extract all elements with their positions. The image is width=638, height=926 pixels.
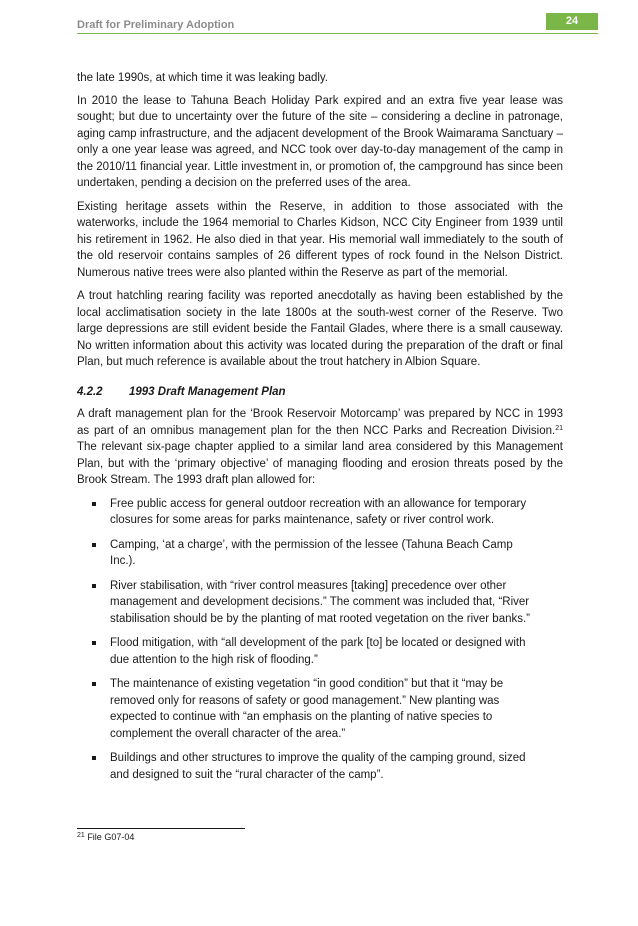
paragraph-trout-hatchery: A trout hatchling rearing facility was reported anecdotally as having been established by the local acclimatisation society in the late 1800s at the south-west corner of the Reserve. Two large depressions are still evident beside the Fantail Glades, where there is a small causeway. No written information about this activity was located during the preparation of the draft or final Plan, but much reference is available about the trout hatchery in Albion Square. <box>77 290 563 368</box>
footnote-reference[interactable]: 21 <box>555 424 563 432</box>
section-heading <box>77 384 563 401</box>
list-item-text: Free public access for general outdoor recreation with an allowance for temporary closures for some areas for parks maintenance, safety or river control work. <box>110 497 527 526</box>
footnote <box>77 832 134 842</box>
list-item <box>77 578 540 628</box>
list-item-text: Buildings and other structures to improve the quality of the camping ground, sized and designed to suit the “rural character of the camp”. <box>110 752 526 781</box>
list-item <box>77 496 540 529</box>
list-item-text: Flood mitigation, with “all development of the park [to] be located or designed with due attention to the high risk of flooding.” <box>110 637 526 666</box>
footnote-divider <box>77 828 245 829</box>
paragraph-continuation: the late 1990s, at which time it was leaking badly. <box>77 72 329 84</box>
allowances-list <box>77 496 563 784</box>
list-item-text: River stabilisation, with “river control measures [taking] precedence over other management and development decisions.” The comment was included that, “River stabilisation should be by the planting of mat rooted vegetation on the river banks.” <box>110 579 531 625</box>
section-number: 4.2.2 <box>77 385 103 398</box>
footnote-text: File G07-04 <box>87 832 135 842</box>
paragraph-heritage-assets: Existing heritage assets within the Reserve, in addition to those associated with the waterworks, include the 1964 memorial to Charles Kidson, NCC City Engineer from 1939 until his retirement in 1962. He also died in that year. His memorial wall immediately to the south of the old reservoir contains samples of 26 different types of rock found in the Nelson District. Numerous native trees were also planted within the Reserve as part of the memorial. <box>77 200 563 279</box>
intro-text-after-ref: The relevant six-page chapter applied to a similar land area considered by this Management Plan, but with the ‘primary objective’ of managing flooding and erosion threats posed by the Brook Stream. The 1993 draft plan allowed for: <box>77 441 563 486</box>
bullet-icon <box>92 682 96 686</box>
list-item-text: The maintenance of existing vegetation “in good condition” but that it “may be removed only for reasons of safety or good management.” New planting was expected to continue with “an emphasis on the planting of native species to complement the overall character of the area.” <box>110 678 504 740</box>
bullet-icon <box>92 641 96 645</box>
list-item <box>77 750 540 783</box>
footnote-number: 21 <box>77 832 85 839</box>
page-number-badge: 24 <box>546 13 598 30</box>
section-intro-paragraph <box>77 406 563 489</box>
bullet-icon <box>92 502 96 506</box>
list-item <box>77 676 540 742</box>
intro-text-before-ref: A draft management plan for the ‘Brook Reservoir Motorcamp’ was prepared by NCC in 1993 as part of an omnibus management plan for the then NCC Parks and Recreation Division. <box>77 408 563 437</box>
list-item <box>77 537 540 570</box>
paragraph-lease-history: In 2010 the lease to Tahuna Beach Holiday Park expired and an extra five year lease was sought; but due to uncertainty over the future of the site – considering a decline in patronage, aging camp infrastructure, and the adjacent development of the Brook Waimarama Sanctuary – only a one year lease was agreed, and NCC took over day-to-day management of the camp in the 2010/11 financial year. Little investment in, or promotion of, the campground has since been undertaken, pending a decision on the preferred uses of the area. <box>77 94 563 189</box>
bullet-icon <box>92 543 96 547</box>
header-divider <box>77 33 598 34</box>
section-title: 1993 Draft Management Plan <box>129 385 286 398</box>
bullet-icon <box>92 584 96 588</box>
document-body <box>77 70 563 791</box>
bullet-icon <box>92 756 96 760</box>
running-header: Draft for Preliminary Adoption <box>77 19 235 31</box>
list-item <box>77 635 540 668</box>
list-item-text: Camping, ‘at a charge’, with the permission of the lessee (Tahuna Beach Camp Inc.). <box>110 538 513 567</box>
